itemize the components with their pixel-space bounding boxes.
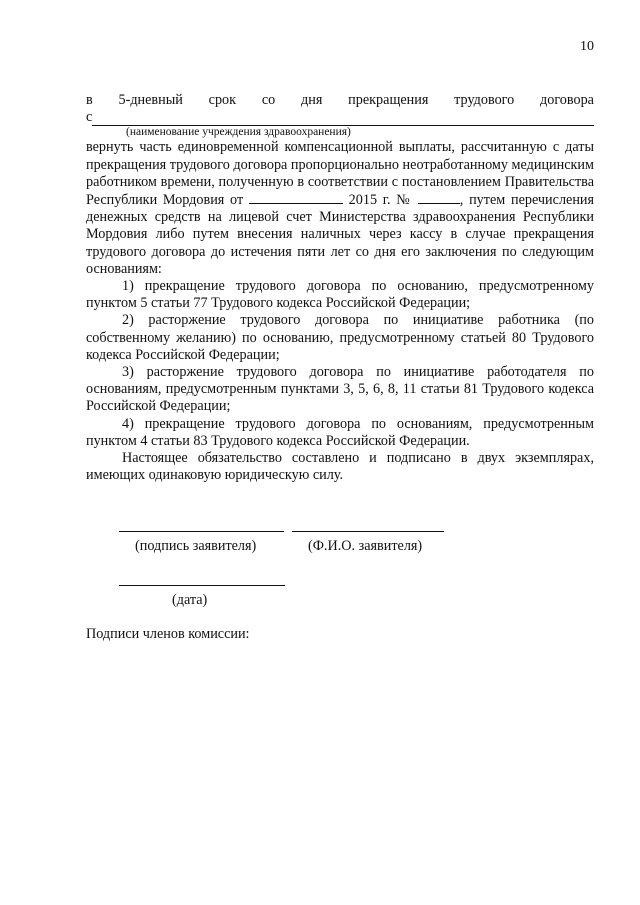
word: договора <box>540 92 594 108</box>
word: со <box>261 92 276 108</box>
institution-caption: (наименование учреждения здравоохранения) <box>126 126 351 139</box>
main-paragraph-part1: вернуть часть единовременной компенсационной выплаты, рассчитанную с даты прекращения трудового договора пропорционально неотработанному медицинским работником времени, полученную в соответствии с постановлением Правительства Республики Мордовия от <box>86 139 594 209</box>
word: дня <box>301 92 323 108</box>
institution-prefix: с <box>86 109 93 126</box>
resolution-date-blank <box>249 191 343 204</box>
main-paragraph-part2: 2015 г. № <box>348 192 413 209</box>
institution-line <box>86 109 594 126</box>
applicant-signature-line <box>119 531 284 532</box>
main-paragraph <box>86 139 594 278</box>
first-line <box>86 92 594 109</box>
closing-paragraph: Настоящее обязательство составлено и подписано в двух экземплярах, имеющих одинаковую юридическую силу. <box>86 450 594 484</box>
page-number: 10 <box>580 39 594 54</box>
institution-blank <box>92 112 594 126</box>
word: срок <box>208 92 237 108</box>
applicant-name-line <box>292 531 444 532</box>
ground-item: 4) прекращение трудового договора по основаниям, предусмотренным пунктом 4 статьи 83 Трудового кодекса Российской Федерации. <box>86 415 594 449</box>
applicant-name-label: (Ф.И.О. заявителя) <box>308 538 423 554</box>
main-paragraph-part3: , путем перечисления денежных средств на лицевой счет Министерства здравоохранения Республики Мордовия либо путем внесения наличных через кассу в случае прекращения трудового договора до истечения пяти лет со дня его заключения по следующим основаниям: <box>86 192 595 277</box>
resolution-number-blank <box>418 191 460 204</box>
ground-item: 1) прекращение трудового договора по основанию, предусмотренному пунктом 5 статьи 77 Трудового кодекса Российской Федерации; <box>86 278 594 312</box>
date-label: (дата) <box>172 592 208 608</box>
document-body <box>86 92 594 484</box>
date-line <box>119 585 285 586</box>
applicant-signature-label: (подпись заявителя) <box>135 538 257 554</box>
word: 5-дневный <box>118 92 183 108</box>
word: трудового <box>454 92 515 108</box>
ground-item: 2) расторжение трудового договора по инициативе работника (по собственному желанию) по основанию, предусмотренному статьей 80 Трудового кодекса Российской Федерации; <box>86 312 594 363</box>
word: в <box>86 92 93 108</box>
commission-signatures-label: Подписи членов комиссии: <box>86 626 250 642</box>
word: прекращения <box>348 92 429 108</box>
ground-item: 3) расторжение трудового договора по инициативе работодателя по основаниям, предусмотренным пунктами 3, 5, 6, 8, 11 статьи 81 Трудового кодекса Российской Федерации; <box>86 364 594 415</box>
